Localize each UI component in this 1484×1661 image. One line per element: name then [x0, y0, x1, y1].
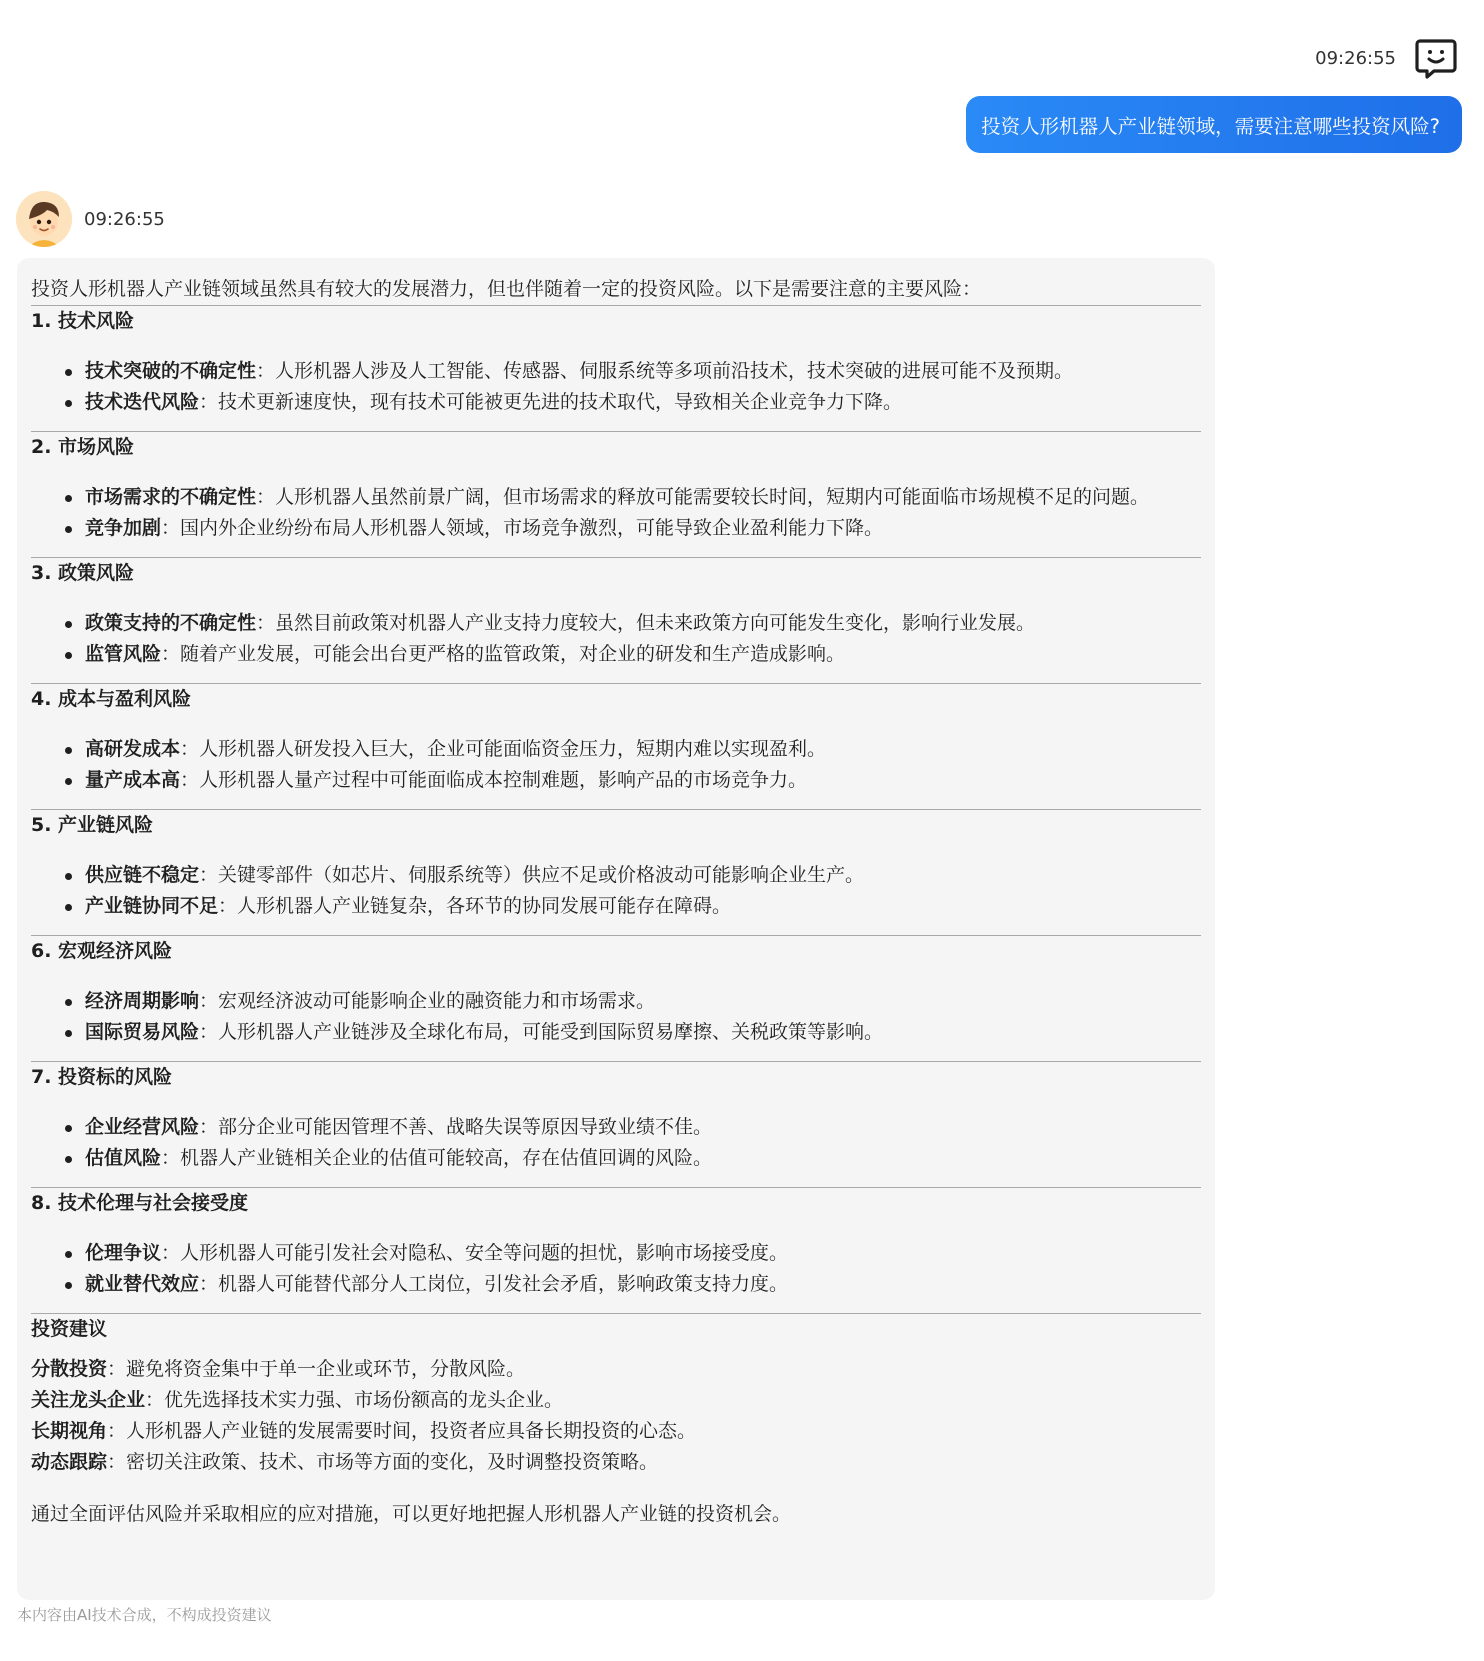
risk-section [31, 1061, 1201, 1174]
advice-item [31, 1447, 1201, 1478]
bot-answer-card [17, 258, 1215, 1600]
risk-section [31, 809, 1201, 922]
item-text: ：人形机器人产业链涉及全球化布局，可能受到国际贸易摩擦、关税政策等影响。 [199, 1021, 884, 1043]
term: 技术迭代风险 [85, 391, 200, 413]
risk-section [31, 431, 1201, 544]
list-item [65, 1143, 1201, 1174]
term: 动态跟踪 [31, 1451, 108, 1473]
item-text: ：优先选择技术实力强、市场份额高的龙头企业。 [145, 1389, 564, 1411]
section-title: 8. 技术伦理与社会接受度 [31, 1192, 249, 1214]
item-text: ：技术更新速度快，现有技术可能被更先进的技术取代，导致相关企业竞争力下降。 [199, 391, 903, 413]
term: 企业经营风险 [85, 1116, 200, 1138]
term: 长期视角 [31, 1420, 108, 1442]
bullet-list [31, 734, 1201, 796]
item-text: ：人形机器人可能引发社会对隐私、安全等问题的担忧，影响市场接受度。 [161, 1242, 789, 1264]
term: 高研发成本 [85, 738, 181, 760]
bullet-list [31, 608, 1201, 670]
list-item [65, 891, 1201, 922]
bullet-list [31, 482, 1201, 544]
item-text: ：机器人可能替代部分人工岗位，引发社会矛盾，影响政策支持力度。 [199, 1273, 789, 1295]
list-item [65, 356, 1201, 387]
section-title: 1. 技术风险 [31, 310, 135, 332]
section-title: 6. 宏观经济风险 [31, 940, 173, 962]
section-title: 2. 市场风险 [31, 436, 135, 458]
list-item [65, 765, 1201, 796]
term: 国际贸易风险 [85, 1021, 200, 1043]
section-title: 3. 政策风险 [31, 562, 135, 584]
term: 量产成本高 [85, 769, 181, 791]
chat-bot-icon[interactable] [1414, 36, 1458, 80]
term: 监管风险 [85, 643, 162, 665]
item-text: ：人形机器人涉及人工智能、传感器、伺服系统等多项前沿技术，技术突破的进展可能不及预期。 [256, 360, 1074, 382]
list-item [65, 1269, 1201, 1300]
term: 竞争加剧 [85, 517, 162, 539]
user-message-time: 09:26:55 [1315, 47, 1396, 69]
ai-disclaimer: 本内容由AI技术合成，不构成投资建议 [17, 1606, 272, 1624]
list-item [65, 387, 1201, 418]
item-text: ：虽然目前政策对机器人产业支持力度较大，但未来政策方向可能发生变化，影响行业发展。 [256, 612, 1036, 634]
cartoon-boy-avatar-icon [16, 191, 72, 247]
item-text: ：机器人产业链相关企业的估值可能较高，存在估值回调的风险。 [161, 1147, 713, 1169]
avatar [16, 191, 72, 247]
item-text: ：人形机器人虽然前景广阔，但市场需求的释放可能需要较长时间，短期内可能面临市场规模不足的问题。 [256, 486, 1150, 508]
term: 就业替代效应 [85, 1273, 200, 1295]
term: 经济周期影响 [85, 990, 200, 1012]
list-item [65, 608, 1201, 639]
risk-section [31, 1187, 1201, 1300]
list-item [65, 639, 1201, 670]
list-item [65, 482, 1201, 513]
risk-section [31, 305, 1201, 418]
bullet-list [31, 1238, 1201, 1300]
term: 估值风险 [85, 1147, 162, 1169]
term: 关注龙头企业 [31, 1389, 146, 1411]
term: 产业链协同不足 [85, 895, 219, 917]
section-title: 4. 成本与盈利风险 [31, 688, 192, 710]
list-item [65, 513, 1201, 544]
term: 技术突破的不确定性 [85, 360, 257, 382]
item-text: ：宏观经济波动可能影响企业的融资能力和市场需求。 [199, 990, 656, 1012]
item-text: ：人形机器人量产过程中可能面临成本控制难题，影响产品的市场竞争力。 [180, 769, 808, 791]
answer-intro: 投资人形机器人产业链领域虽然具有较大的发展潜力，但也伴随着一定的投资风险。以下是需要注意的主要风险： [31, 278, 982, 300]
list-item [65, 1112, 1201, 1143]
list-item [65, 734, 1201, 765]
list-item [65, 1017, 1201, 1048]
item-text: ：随着产业发展，可能会出台更严格的监管政策，对企业的研发和生产造成影响。 [161, 643, 846, 665]
item-text: ：国内外企业纷纷布局人形机器人领域，市场竞争激烈，可能导致企业盈利能力下降。 [161, 517, 884, 539]
term: 分散投资 [31, 1358, 108, 1380]
list-item [65, 860, 1201, 891]
term: 市场需求的不确定性 [85, 486, 257, 508]
list-item [65, 986, 1201, 1017]
user-message-meta [1315, 36, 1458, 80]
item-text: ：人形机器人研发投入巨大，企业可能面临资金压力，短期内难以实现盈利。 [180, 738, 827, 760]
bullet-list [31, 860, 1201, 922]
advice-item [31, 1354, 1201, 1385]
term: 伦理争议 [85, 1242, 162, 1264]
item-text: ：密切关注政策、技术、市场等方面的变化，及时调整投资策略。 [107, 1451, 659, 1473]
term: 政策支持的不确定性 [85, 612, 257, 634]
bullet-list [31, 986, 1201, 1048]
bot-message-meta [16, 191, 165, 247]
advice-item [31, 1416, 1201, 1447]
term: 供应链不稳定 [85, 864, 200, 886]
section-title: 7. 投资标的风险 [31, 1066, 173, 1088]
item-text: ：关键零部件（如芯片、伺服系统等）供应不足或价格波动可能影响企业生产。 [199, 864, 865, 886]
risk-section [31, 683, 1201, 796]
risk-section [31, 935, 1201, 1048]
bullet-list [31, 1112, 1201, 1174]
advice-title: 投资建议 [31, 1318, 108, 1340]
item-text: ：人形机器人产业链复杂，各环节的协同发展可能存在障碍。 [218, 895, 732, 917]
item-text: ：人形机器人产业链的发展需要时间，投资者应具备长期投资的心态。 [107, 1420, 697, 1442]
user-message-bubble: 投资人形机器人产业链领域，需要注意哪些投资风险? [966, 96, 1462, 153]
advice-item [31, 1385, 1201, 1416]
section-title: 5. 产业链风险 [31, 814, 154, 836]
list-item [65, 1238, 1201, 1269]
bullet-list [31, 356, 1201, 418]
advice-section [31, 1313, 1201, 1530]
item-text: ：部分企业可能因管理不善、战略失误等原因导致业绩不佳。 [199, 1116, 713, 1138]
item-text: ：避免将资金集中于单一企业或环节，分散风险。 [107, 1358, 526, 1380]
bot-message-time: 09:26:55 [84, 208, 165, 230]
closing-text: 通过全面评估风险并采取相应的应对措施，可以更好地把握人形机器人产业链的投资机会。 [31, 1503, 792, 1525]
risk-section [31, 557, 1201, 670]
